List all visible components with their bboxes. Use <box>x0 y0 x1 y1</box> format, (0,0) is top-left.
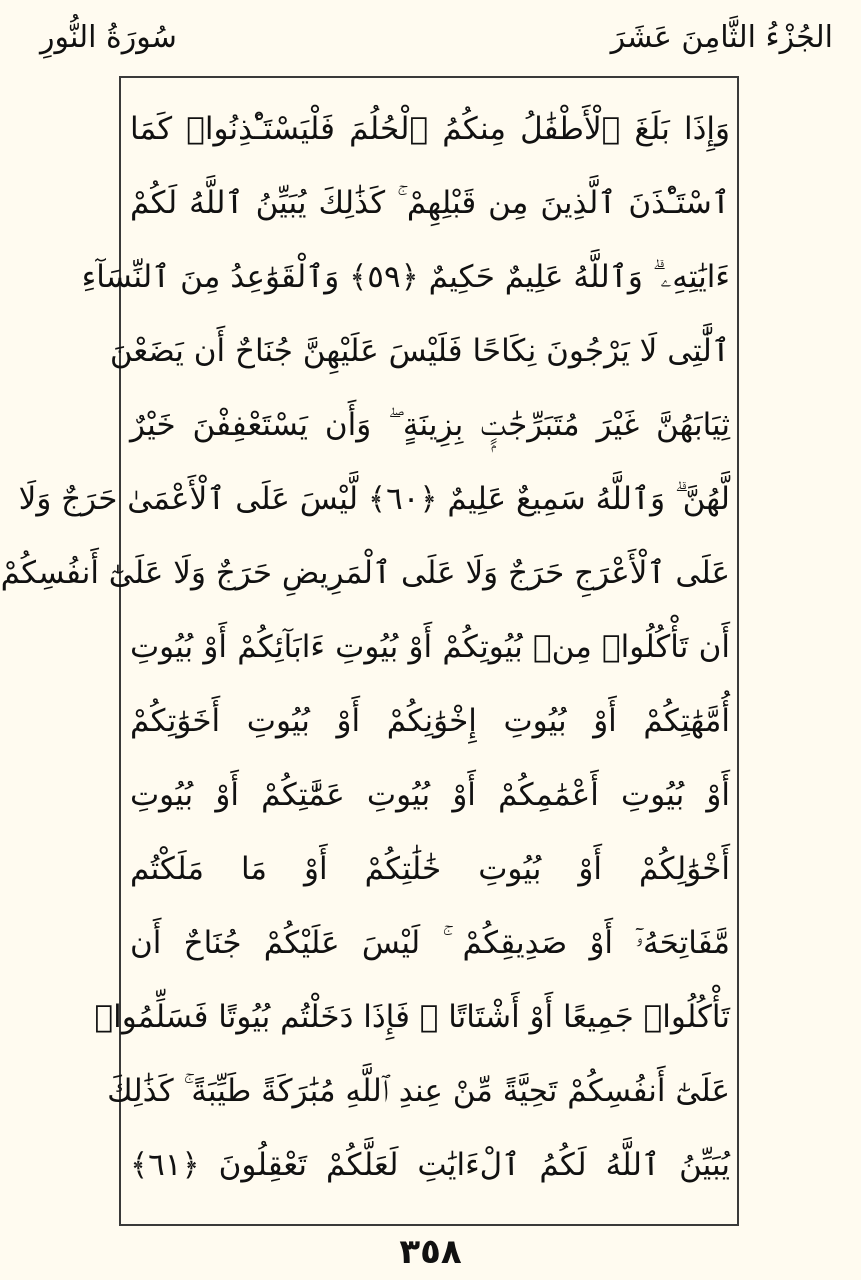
page-number: ٣٥٨ <box>399 1232 462 1272</box>
text-line: ثِيَابَهُنَّ غَيْرَ مُتَبَرِّجَٰتٍۭ بِزِينَةٍ ۖ وَأَن يَسْتَعْفِفْنَ خَيْرٌ <box>130 407 730 443</box>
text-line: أَخْوَٰلِكُمْ أَوْ بُيُوتِ خَٰلَٰتِكُمْ أَوْ مَا مَلَكْتُم <box>130 851 730 887</box>
page-header <box>0 12 861 72</box>
text-line: أَن تَأْكُلُوا۟ مِنۢ بُيُوتِكُمْ أَوْ بُيُوتِ ءَابَآئِكُمْ أَوْ بُيُوتِ <box>130 629 730 665</box>
text-line: وَإِذَا بَلَغَ ٱلْأَطْفَٰلُ مِنكُمُ ٱلْحُلُمَ فَلْيَسْتَـْٔذِنُوا۟ كَمَا <box>130 111 730 147</box>
text-line: عَلَى ٱلْأَعْرَجِ حَرَجٌ وَلَا عَلَى ٱلْمَرِيضِ حَرَجٌ وَلَا عَلَىٰٓ أَنفُسِكُمْ <box>0 555 730 591</box>
text-line: تَأْكُلُوا۟ جَمِيعًا أَوْ أَشْتَاتًا ۚ فَإِذَا دَخَلْتُم بُيُوتًا فَسَلِّمُوا۟ <box>94 999 730 1035</box>
quran-text-block <box>0 92 730 1212</box>
text-line: يُبَيِّنُ ٱللَّهُ لَكُمُ ٱلْءَايَٰتِ لَعَلَّكُمْ تَعْقِلُونَ ﴿٦١﴾ <box>130 1147 730 1183</box>
text-line: ٱسْتَـْٔذَنَ ٱلَّذِينَ مِن قَبْلِهِمْ ۚ كَذَٰلِكَ يُبَيِّنُ ٱللَّهُ لَكُمْ <box>130 185 730 221</box>
text-line: ٱلَّٰتِى لَا يَرْجُونَ نِكَاحًا فَلَيْسَ عَلَيْهِنَّ جُنَاحٌ أَن يَضَعْنَ <box>109 333 730 369</box>
juz-title: الجُزْءُ الثَّامِنَ عَشَرَ <box>610 20 833 55</box>
text-line: أُمَّهَٰتِكُمْ أَوْ بُيُوتِ إِخْوَٰنِكُمْ أَوْ بُيُوتِ أَخَوَٰتِكُمْ <box>130 703 730 739</box>
text-line: عَلَىٰٓ أَنفُسِكُمْ تَحِيَّةً مِّنْ عِندِ ٱللَّهِ مُبَٰرَكَةً طَيِّبَةً ۚ كَذَٰلِكَ <box>107 1073 730 1109</box>
text-line: ءَايَٰتِهِۦ ۗ وَٱللَّهُ عَلِيمٌ حَكِيمٌ ﴿٥٩﴾ وَٱلْقَوَٰعِدُ مِنَ ٱلنِّسَآءِ <box>81 259 730 295</box>
text-line: أَوْ بُيُوتِ أَعْمَٰمِكُمْ أَوْ بُيُوتِ عَمَّٰتِكُمْ أَوْ بُيُوتِ <box>130 777 730 813</box>
text-line: مَّفَاتِحَهُۥٓ أَوْ صَدِيقِكُمْ ۚ لَيْسَ عَلَيْكُمْ جُنَاحٌ أَن <box>130 925 730 961</box>
text-line: لَّهُنَّ ۗ وَٱللَّهُ سَمِيعٌ عَلِيمٌ ﴿٦٠﴾ لَّيْسَ عَلَى ٱلْأَعْمَىٰ حَرَجٌ وَلَا <box>18 481 730 517</box>
surah-title: سُورَةُ النُّورِ <box>40 20 177 55</box>
